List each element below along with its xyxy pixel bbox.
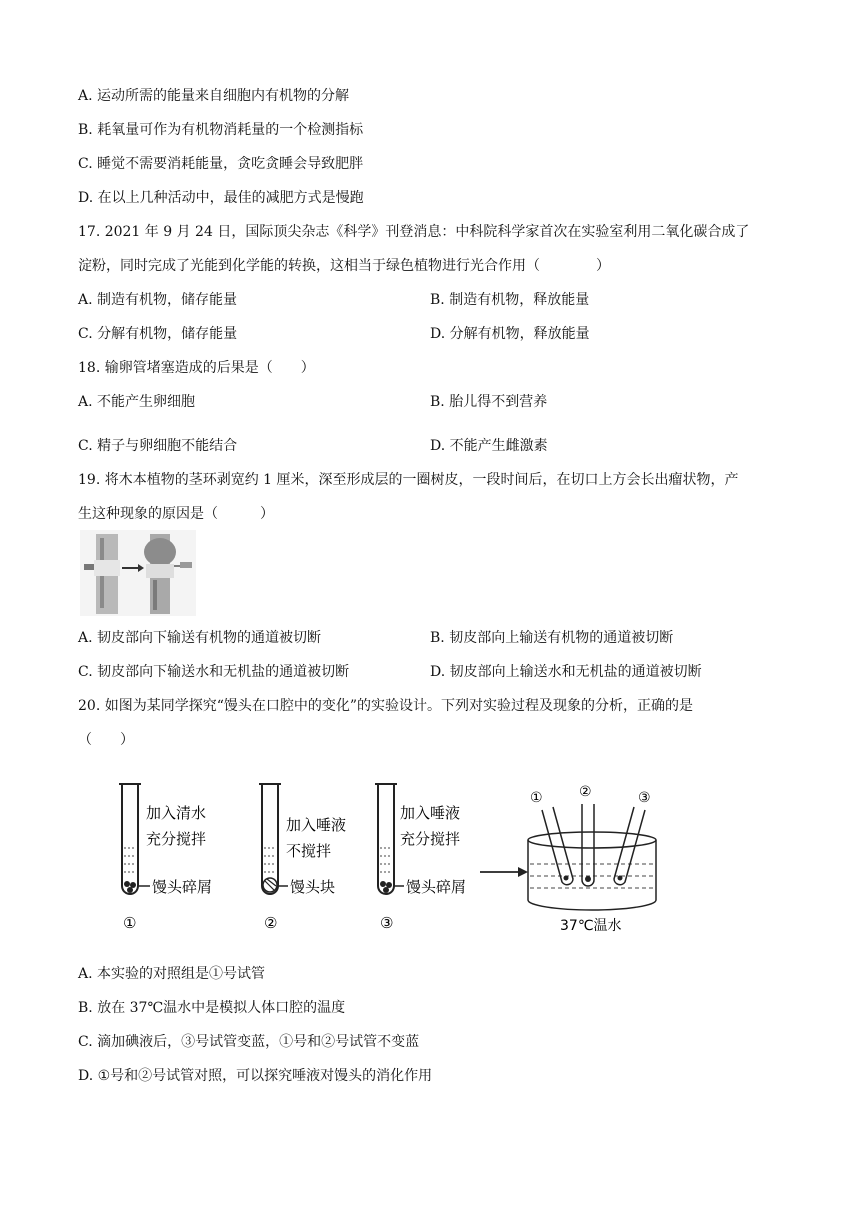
tube3-bottom-label: 馒头碎屑 [406, 878, 467, 896]
tube3-label-1: 加入唾液 [400, 804, 461, 822]
q18-option-d: D. 不能产生雌激素 [430, 438, 548, 454]
tube2-label-1: 加入唾液 [286, 816, 347, 834]
tube3-label-2: 充分搅拌 [400, 830, 461, 848]
q16-option-b: B. 耗氧量可作为有机物消耗量的一个检测指标 [78, 122, 364, 138]
q20-option-d: D. ①号和②号试管对照，可以探究唾液对馒头的消化作用 [78, 1068, 433, 1084]
q16-option-c: C. 睡觉不需要消耗能量，贪吃贪睡会导致肥胖 [78, 156, 364, 172]
tube1-label-2: 充分搅拌 [146, 830, 207, 848]
q18-option-a: A. 不能产生卵细胞 [78, 394, 196, 410]
q19-option-b: B. 韧皮部向上输送有机物的通道被切断 [430, 630, 674, 646]
q16-option-d: D. 在以上几种活动中，最佳的减肥方式是慢跑 [78, 190, 364, 206]
bath-number-1: ① [530, 790, 543, 806]
q19-stem-line1: 19. 将木本植物的茎环剥宽约 1 厘米，深至形成层的一圈树皮，一段时间后，在切口上方会长出瘤状物，产 [78, 472, 739, 488]
tube2-bottom-label: 馒头块 [290, 878, 336, 896]
test-tube-2 [259, 784, 288, 894]
tube1-bottom-label: 馒头碎屑 [152, 878, 213, 896]
arrow-right-icon [480, 867, 528, 877]
q20-option-a: A. 本实验的对照组是①号试管 [78, 966, 266, 982]
bath-number-3: ③ [638, 790, 651, 806]
q20-option-b: B. 放在 37℃温水中是模拟人体口腔的温度 [78, 1000, 346, 1016]
bath-temperature-label: 37℃温水 [560, 918, 622, 934]
q19-option-d: D. 韧皮部向上输送水和无机盐的通道被切断 [430, 664, 702, 680]
q19-stem-line2: 生这种现象的原因是（ ） [78, 506, 274, 522]
tube1-label-1: 加入清水 [146, 804, 207, 822]
q17-option-a: A. 制造有机物，储存能量 [78, 292, 238, 308]
bath-number-2: ② [579, 784, 592, 800]
q20-stem-line2: （ ） [78, 732, 134, 748]
q17-stem-line2: 淀粉，同时完成了光能到化学能的转换，这相当于绿色植物进行光合作用（ ） [78, 258, 610, 274]
tube2-label-2: 不搅拌 [286, 842, 332, 860]
q19-option-a: A. 韧皮部向下输送有机物的通道被切断 [78, 630, 322, 646]
q18-stem: 18. 输卵管堵塞造成的后果是（ ） [78, 360, 315, 376]
water-bath-beaker [528, 804, 656, 910]
q19-option-c: C. 韧皮部向下输送水和无机盐的通道被切断 [78, 664, 350, 680]
q16-option-a: A. 运动所需的能量来自细胞内有机物的分解 [78, 88, 350, 104]
tube2-number: ② [264, 914, 278, 932]
tube3-number: ③ [380, 914, 394, 932]
q17-option-c: C. 分解有机物，储存能量 [78, 326, 238, 342]
q18-option-c: C. 精子与卵细胞不能结合 [78, 438, 238, 454]
q20-stem-line1: 20. 如图为某同学探究“馒头在口腔中的变化”的实验设计。下列对实验过程及现象的分析，正确的是 [78, 698, 694, 714]
experiment-diagram [116, 782, 676, 938]
q18-option-b: B. 胎儿得不到营养 [430, 394, 548, 410]
tube1-number: ① [123, 914, 137, 932]
q17-option-d: D. 分解有机物，释放能量 [430, 326, 590, 342]
q20-option-c: C. 滴加碘液后，③号试管变蓝，①号和②号试管不变蓝 [78, 1034, 420, 1050]
q17-option-b: B. 制造有机物，释放能量 [430, 292, 590, 308]
girdled-stem-photo [80, 530, 196, 616]
q17-stem-line1: 17. 2021 年 9 月 24 日，国际顶尖杂志《科学》刊登消息：中科院科学家首次在实验室利用二氧化碳合成了 [78, 224, 750, 240]
